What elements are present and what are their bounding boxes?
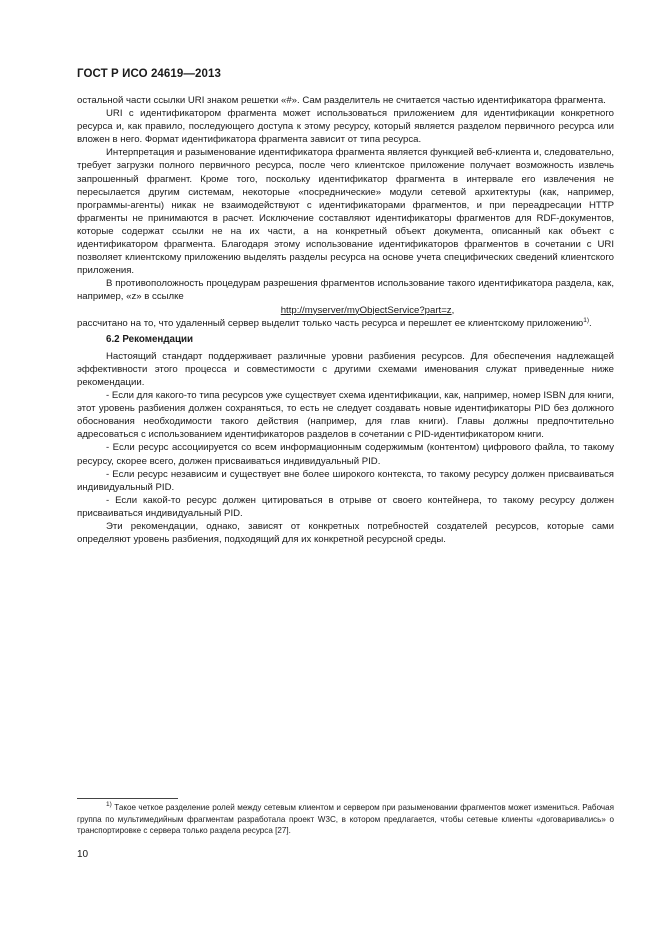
- footnote-text: Такое четкое разделение ролей между сетевым клиентом и сервером при разыменовании фрагментов может измениться. Рабочая группа по мультимедийным фрагментам разработала проект W3C, в котором предлагается, чтобы сетевые клиенты «договаривались» о транспортировке с сервера только раздела ресурса [27].: [77, 803, 614, 836]
- example-link[interactable]: http://myserver/myObjectService?part=z: [280, 304, 452, 316]
- footnote-ref[interactable]: 1): [583, 316, 589, 324]
- paragraph: Интерпретация и разыменование идентификатора фрагмента является функцией веб-клиента и, следовательно, требует загрузки полного первичного ресурса, после чего клиентское приложение получает возможность извлечь запрошенный фрагмент. Кроме того, поскольку идентификатор фрагмента в интервале его извлечения не пересылается другим системам, некоторые «посреднические» модули сетевой архитектуры (как, например, программы-агенты) никак не взаимодействуют с идентификаторами фрагментов, и при переадресации HTTP фрагменты не принимаются в расчет. Исключение составляют идентификаторы фрагментов для RDF-документов, которые содержат ссылки не на их части, а на конкретный объект документа, описанный как объект с идентификатором фрагмента. Благодаря этому использование идентификаторов фрагментов в сочетании с URI позволяет клиентскому приложению выделять разделы ресурса на основе учета специфических сведений клиентского приложения.: [77, 147, 614, 277]
- document-header: ГОСТ Р ИСО 24619—2013: [77, 68, 222, 80]
- paragraph: URI с идентификатором фрагмента может использоваться приложением для идентификации конкретного ресурса и, как правило, последующего доступа к этому ресурсу, который является разделом первичного ресурса или вложен в него. Формат идентификатора фрагмента зависит от типа ресурса.: [77, 108, 614, 146]
- paragraph: Эти рекомендации, однако, зависят от конкретных потребностей создателей ресурсов, которые сами определяют уровень разбиения, подходящий для их конкретной ресурсной среды.: [77, 521, 614, 546]
- paragraph: В противоположность процедурам разрешения фрагментов использование такого идентификатора раздела, как, например, «z» в ссылке: [77, 278, 614, 303]
- footnote-divider: [77, 798, 178, 799]
- document-body: [77, 94, 614, 546]
- paragraph: [77, 317, 614, 330]
- footnote: [77, 802, 614, 837]
- recommendation-item: - Если ресурс ассоциируется со всем информационным содержимым (контентом) цифрового файла, то такому ресурсу, скорее всего, должен присваиваться индивидуальный PID.: [77, 442, 614, 467]
- recommendation-item: - Если для какого-то типа ресурсов уже существует схема идентификации, как, например, номер ISBN для книги, этот уровень разбиения должен сохраняться, то есть не следует создавать новые идентификаторы PID без должного обоснования необходимости такого действия (например, для глав книги). Главы должны предпочтительно адресоваться с использованием идентификаторов разделов в сочетании с PID-идентификатором книги.: [77, 390, 614, 441]
- paragraph: остальной части ссылки URI знаком решетки «#». Сам разделитель не считается частью идентификатора фрагмента.: [77, 95, 606, 106]
- recommendation-item: - Если ресурс независим и существует вне более широкого контекста, то такому ресурсу должен присваиваться индивидуальный PID.: [77, 468, 614, 493]
- paragraph: Настоящий стандарт поддерживает различные уровни разбиения ресурсов. Для обеспечения надлежащей эффективности этого процесса и совместимости с другими схемами именования служат приведенные ниже рекомендации.: [77, 350, 614, 388]
- page-number: 10: [77, 849, 89, 860]
- footnote-marker: 1): [106, 801, 112, 808]
- paragraph-text: рассчитано на то, что удаленный сервер выделит только часть ресурса и перешлет ее клиентскому приложению: [77, 317, 584, 329]
- section-heading: 6.2 Рекомендации: [106, 333, 194, 345]
- example-link-line: [77, 304, 614, 317]
- paragraph-end: .: [588, 317, 592, 329]
- link-suffix: ,: [451, 304, 455, 316]
- recommendation-item: - Если какой-то ресурс должен цитироваться в отрыве от своего контейнера, то такому ресурсу должен присваиваться индивидуальный PID.: [77, 494, 614, 519]
